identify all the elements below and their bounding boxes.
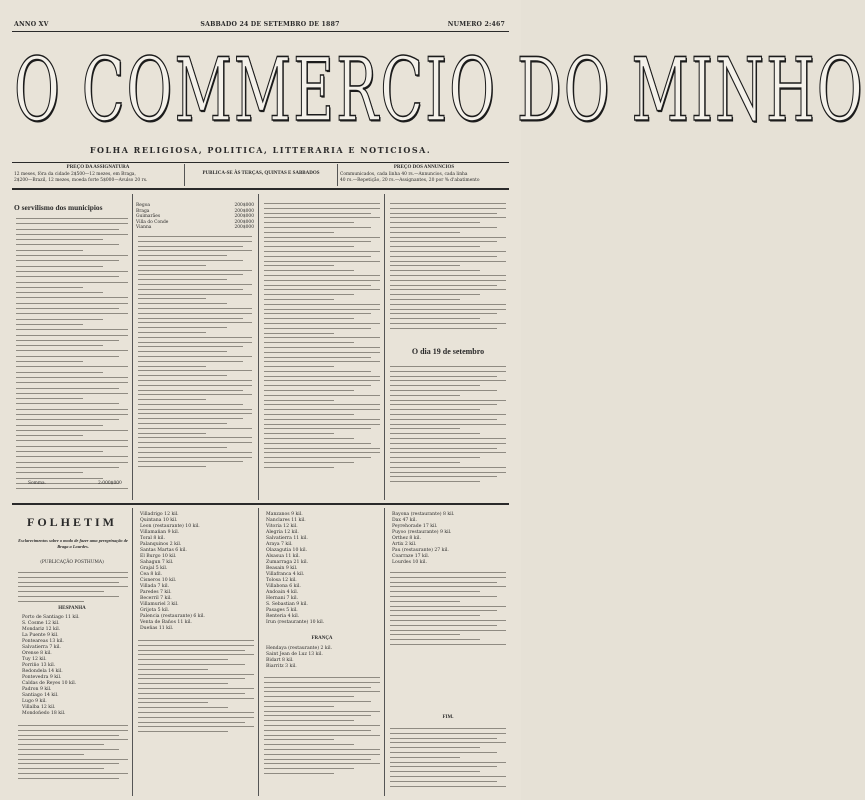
- municipios-total: 2:000$000: [98, 481, 122, 486]
- masthead-title: O COMMERCIO DO MINHO: [14, 40, 865, 142]
- list-item: Renteria 4 kil.: [266, 614, 300, 619]
- list-item: Mondoñedo 18 kil.: [22, 711, 66, 716]
- folhetim-col4-notes: [390, 728, 506, 790]
- table-row-label: Regoa: [136, 203, 150, 208]
- folhetim-intro: [18, 572, 128, 606]
- column-divider-1: [132, 194, 133, 500]
- list-item: Sahagun 7 kil.: [140, 560, 174, 565]
- list-item: Becerril 7 kil.: [140, 596, 172, 601]
- list-item: Bayona (restaurante) 8 kil.: [392, 512, 455, 517]
- france-heading: FRANÇA: [311, 636, 333, 641]
- info-divider-2: [337, 164, 338, 186]
- folhetim-title: FOLHETIM: [26, 515, 117, 529]
- table-row: [136, 225, 254, 231]
- publication-days: PUBLICA-SE ÀS TERÇAS, QUINTAS E SABBADOS: [202, 171, 320, 176]
- article-body-col2: [138, 236, 252, 471]
- folhetim-note: (PUBLICAÇÃO POSTHUMA): [40, 560, 104, 565]
- table-row-value: 200$000: [234, 219, 254, 225]
- list-item: Salvatierra 7 kil.: [22, 645, 61, 650]
- list-item: Lugo 9 kil.: [22, 699, 47, 704]
- table-row-label: Braga: [136, 208, 150, 214]
- list-item: Lourdes 10 kil.: [392, 560, 427, 565]
- list-item: Villalba 12 kil.: [22, 705, 56, 710]
- list-item: S. Sebastian 9 kil.: [266, 602, 308, 607]
- list-item: Tuy 12 kil.: [22, 657, 47, 662]
- list-item: Saint Jean de Luz 13 kil.: [266, 652, 323, 657]
- subscription-line-1: 12 meses, fóra da cidade 2$500—12 mezes, em Braga,: [14, 172, 136, 177]
- list-item: Redondela 14 kil.: [22, 669, 63, 674]
- column-divider-3: [384, 194, 385, 500]
- list-item: Artix 2 kil.: [392, 542, 417, 547]
- article-body-col1: [16, 218, 128, 493]
- table-row-value: 200$000: [234, 203, 254, 208]
- list-item: La Puente 9 kil.: [22, 633, 59, 638]
- list-item: Coarraze 17 kil.: [392, 554, 430, 559]
- folhetim-divider-3: [384, 508, 385, 796]
- folhetim-col4-body: [390, 572, 506, 649]
- list-item: Araya 7 kil.: [266, 542, 293, 547]
- issue-number: NUMERO 2:467: [447, 21, 505, 28]
- table-row-value: 200$000: [234, 225, 254, 231]
- route-list-4: [392, 512, 455, 566]
- route-list-3: [266, 512, 324, 626]
- list-item: Cisneros 10 kil.: [140, 578, 177, 583]
- list-item: Mondariz 12 kil.: [22, 627, 61, 632]
- list-item: Cea 8 kil.: [140, 572, 162, 577]
- list-item: Palanquinos 2 kil.: [140, 542, 182, 547]
- list-item: Palencia (restaurante) 6 kil.: [140, 614, 205, 619]
- list-item: Salvatierra 11 kil.: [266, 536, 308, 541]
- list-item: Paredes 7 kil.: [140, 590, 172, 595]
- article-body-col4-top: [390, 203, 506, 333]
- article-body-col4-bottom: [390, 366, 506, 486]
- list-item: Santiago 14 kil.: [22, 693, 59, 698]
- info-divider-1: [184, 164, 185, 186]
- subscription-title: PREÇO DA ASSIGNATURA: [66, 165, 130, 170]
- masthead-subtitle: FOLHA RELIGIOSA, POLITICA, LITTERARIA E NOTICIOSA.: [89, 145, 432, 155]
- list-item: Dueñas 11 kil.: [140, 626, 174, 631]
- list-item: Beasain 9 kil.: [266, 566, 298, 571]
- article-body-col3: [264, 203, 380, 472]
- table-row-label: Guimarães: [136, 214, 161, 220]
- ads-line-2: 40 rs.—Repetição, 20 rs.—Assignantes, 20 por % d'abatimento: [340, 178, 480, 183]
- list-item: Venta de Baños 11 kil.: [140, 620, 192, 625]
- list-item: Villadrigo 12 kil.: [140, 512, 179, 517]
- list-item: Santas Martas 6 kil.: [140, 548, 187, 553]
- list-item: Nanclares 11 kil.: [266, 518, 306, 523]
- list-item: Bidart 8 kil.: [266, 658, 294, 663]
- list-item: Irun (restaurante) 10 kil.: [266, 620, 325, 625]
- list-item: Biarritz 3 kil.: [266, 664, 297, 669]
- spain-list: [22, 615, 80, 717]
- list-item: Puyoo (restaurante) 9 kil.: [392, 530, 452, 535]
- table-row-value: 200$000: [234, 208, 254, 214]
- list-item: Orthez 8 kil.: [392, 536, 421, 541]
- municipios-total-label: Somma.: [28, 481, 46, 486]
- ads-line-1: Communicados, cada linha 40 rs.—Annuncios, cada linha: [340, 172, 468, 177]
- list-item: Andoain 4 kil.: [266, 590, 299, 595]
- fim-label: FIM.: [442, 715, 454, 720]
- ads-title: PREÇO DOS ANNUNCIOS: [393, 165, 455, 170]
- list-item: Orense 8 kil.: [22, 651, 52, 656]
- list-item: Toral 8 kil.: [140, 536, 165, 541]
- list-item: Manzanos 9 kil.: [266, 512, 303, 517]
- list-item: Pau (restaurante) 27 kil.: [392, 548, 449, 553]
- folhetim-rule: [12, 503, 509, 505]
- list-item: Caldas de Reyes 10 kil.: [22, 681, 77, 686]
- list-item: Pontevedra 9 kil.: [22, 675, 62, 680]
- folhetim-col1-tail: [18, 725, 128, 783]
- list-item: Vitoria 12 kil.: [266, 524, 298, 529]
- list-item: Villamañan 9 kil.: [140, 530, 180, 535]
- list-item: S. Cosme 12 kil.: [22, 621, 60, 626]
- info-rule-bottom: [12, 188, 509, 190]
- list-item: Olazagutia 10 kil.: [266, 548, 308, 553]
- masthead: [14, 40, 865, 142]
- list-item: Peyrehorade 17 kil.: [392, 524, 438, 529]
- list-item: Leon (restaurante) 10 kil.: [140, 524, 200, 529]
- list-item: Grijota 5 kil.: [140, 608, 170, 613]
- list-item: Alsasua 11 kil.: [266, 554, 300, 559]
- spain-heading: HESPANHA: [58, 606, 86, 611]
- folhetim-divider-1: [132, 508, 133, 796]
- table-row-label: Vianna: [136, 225, 152, 231]
- table-row-value: 200$000: [234, 214, 254, 220]
- list-item: Villabona 6 kil.: [266, 584, 301, 589]
- list-item: Porto de Santiago 11 kil.: [22, 615, 80, 620]
- column-divider-2: [258, 194, 259, 500]
- subscription-line-2: 2$200—Brazil, 12 mezes, moeda forte 5$000—Avulso 20 rs.: [14, 178, 148, 183]
- folhetim-col2-tail: [138, 640, 254, 736]
- year-label: ANNO XV: [14, 21, 49, 28]
- france-list: [266, 646, 332, 670]
- list-item: Hendaya (restaurante) 2 kil.: [266, 646, 333, 651]
- list-item: Ponteareas 13 kil.: [22, 639, 64, 644]
- list-item: Zumarraga 21 kil.: [266, 560, 309, 565]
- list-item: Grajal 5 kil.: [140, 566, 168, 571]
- article-title-municipios: O servilismo dos municipios: [14, 203, 103, 212]
- list-item: Villafranca 4 kil.: [266, 572, 305, 577]
- list-item: Quintana 10 kil.: [140, 518, 178, 523]
- list-item: Tolosa 12 kil.: [266, 578, 297, 583]
- list-item: Dax 47 kil.: [392, 518, 417, 523]
- article-title-setembro: O dia 19 de setembro: [411, 347, 485, 356]
- list-item: Hernani 7 kil.: [266, 596, 299, 601]
- list-item: Padron 9 kil.: [22, 687, 52, 692]
- list-item: Villada 7 kil.: [140, 584, 170, 589]
- issue-date: SABBADO 24 DE SETEMBRO DE 1887: [200, 21, 340, 28]
- list-item: Pasages 5 kil.: [266, 608, 298, 613]
- route-list-2: [140, 512, 205, 632]
- folhetim-col3-tail: [264, 677, 380, 778]
- list-item: Porriño 13 kil.: [22, 663, 56, 668]
- table-row-label: Villa do Conde: [136, 219, 169, 225]
- list-item: El Burgo 10 kil.: [140, 554, 177, 559]
- municipios-table: [136, 203, 254, 231]
- list-item: Villamuriel 3 kil.: [140, 602, 179, 607]
- info-rule-top: [12, 162, 509, 163]
- folhetim-divider-2: [258, 508, 259, 796]
- list-item: Alegria 12 kil.: [266, 530, 299, 535]
- folhetim-subtitle: Esclarecimentos sobre o modo de fazer uma peregrinação de Braga a Lourdes.: [18, 538, 128, 549]
